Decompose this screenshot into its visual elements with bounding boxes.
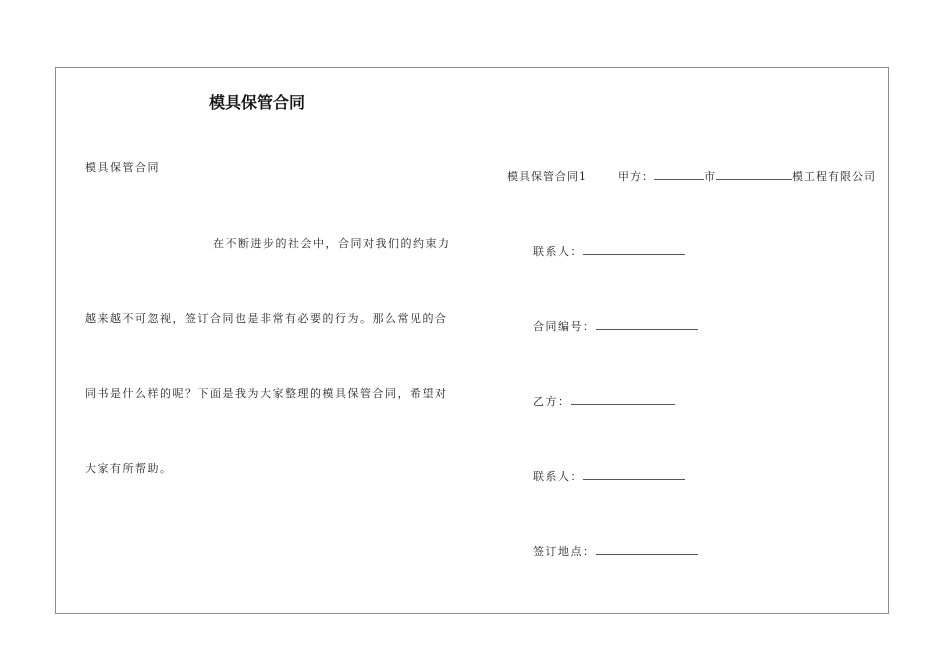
city-suffix: 市 — [704, 170, 716, 183]
contact-1-label: 联系人： — [533, 245, 583, 258]
contract-no-line — [533, 318, 698, 334]
intro-line-2: 越来越不可忽视，签订合同也是非常有必要的行为。那么常见的合 — [85, 312, 448, 325]
party-a-label: 甲方： — [618, 170, 654, 183]
contract-no-label: 合同编号： — [533, 320, 596, 333]
intro-line-1: 在不断进步的社会中，合同对我们的约束力 — [213, 237, 451, 250]
party-b-label: 乙方： — [533, 395, 571, 408]
contact-1-blank — [583, 244, 685, 255]
contact-2-label: 联系人： — [533, 470, 583, 483]
contract-no-blank — [596, 319, 698, 330]
party-a-blank — [654, 169, 704, 180]
city-blank — [716, 169, 792, 180]
intro-line-4: 大家有所帮助。 — [85, 462, 173, 475]
contact-2-line — [533, 468, 685, 484]
sign-place-line — [533, 543, 698, 559]
intro-line-3: 同书是什么样的呢？下面是我为大家整理的模具保管合同，希望对 — [85, 387, 448, 400]
party-b-line — [533, 393, 675, 409]
contact-1-line — [533, 243, 685, 259]
document-title: 模具保管合同 — [209, 93, 306, 112]
contract-label: 模具保管合同1 — [507, 170, 587, 183]
sign-place-label: 签订地点： — [533, 545, 596, 558]
subtitle: 模具保管合同 — [85, 161, 160, 174]
document-frame — [55, 67, 889, 614]
sign-place-blank — [596, 544, 698, 555]
company-suffix: 模工程有限公司 — [792, 170, 876, 183]
contact-2-blank — [583, 469, 685, 480]
party-a-line — [507, 168, 876, 184]
party-b-blank — [571, 394, 675, 405]
